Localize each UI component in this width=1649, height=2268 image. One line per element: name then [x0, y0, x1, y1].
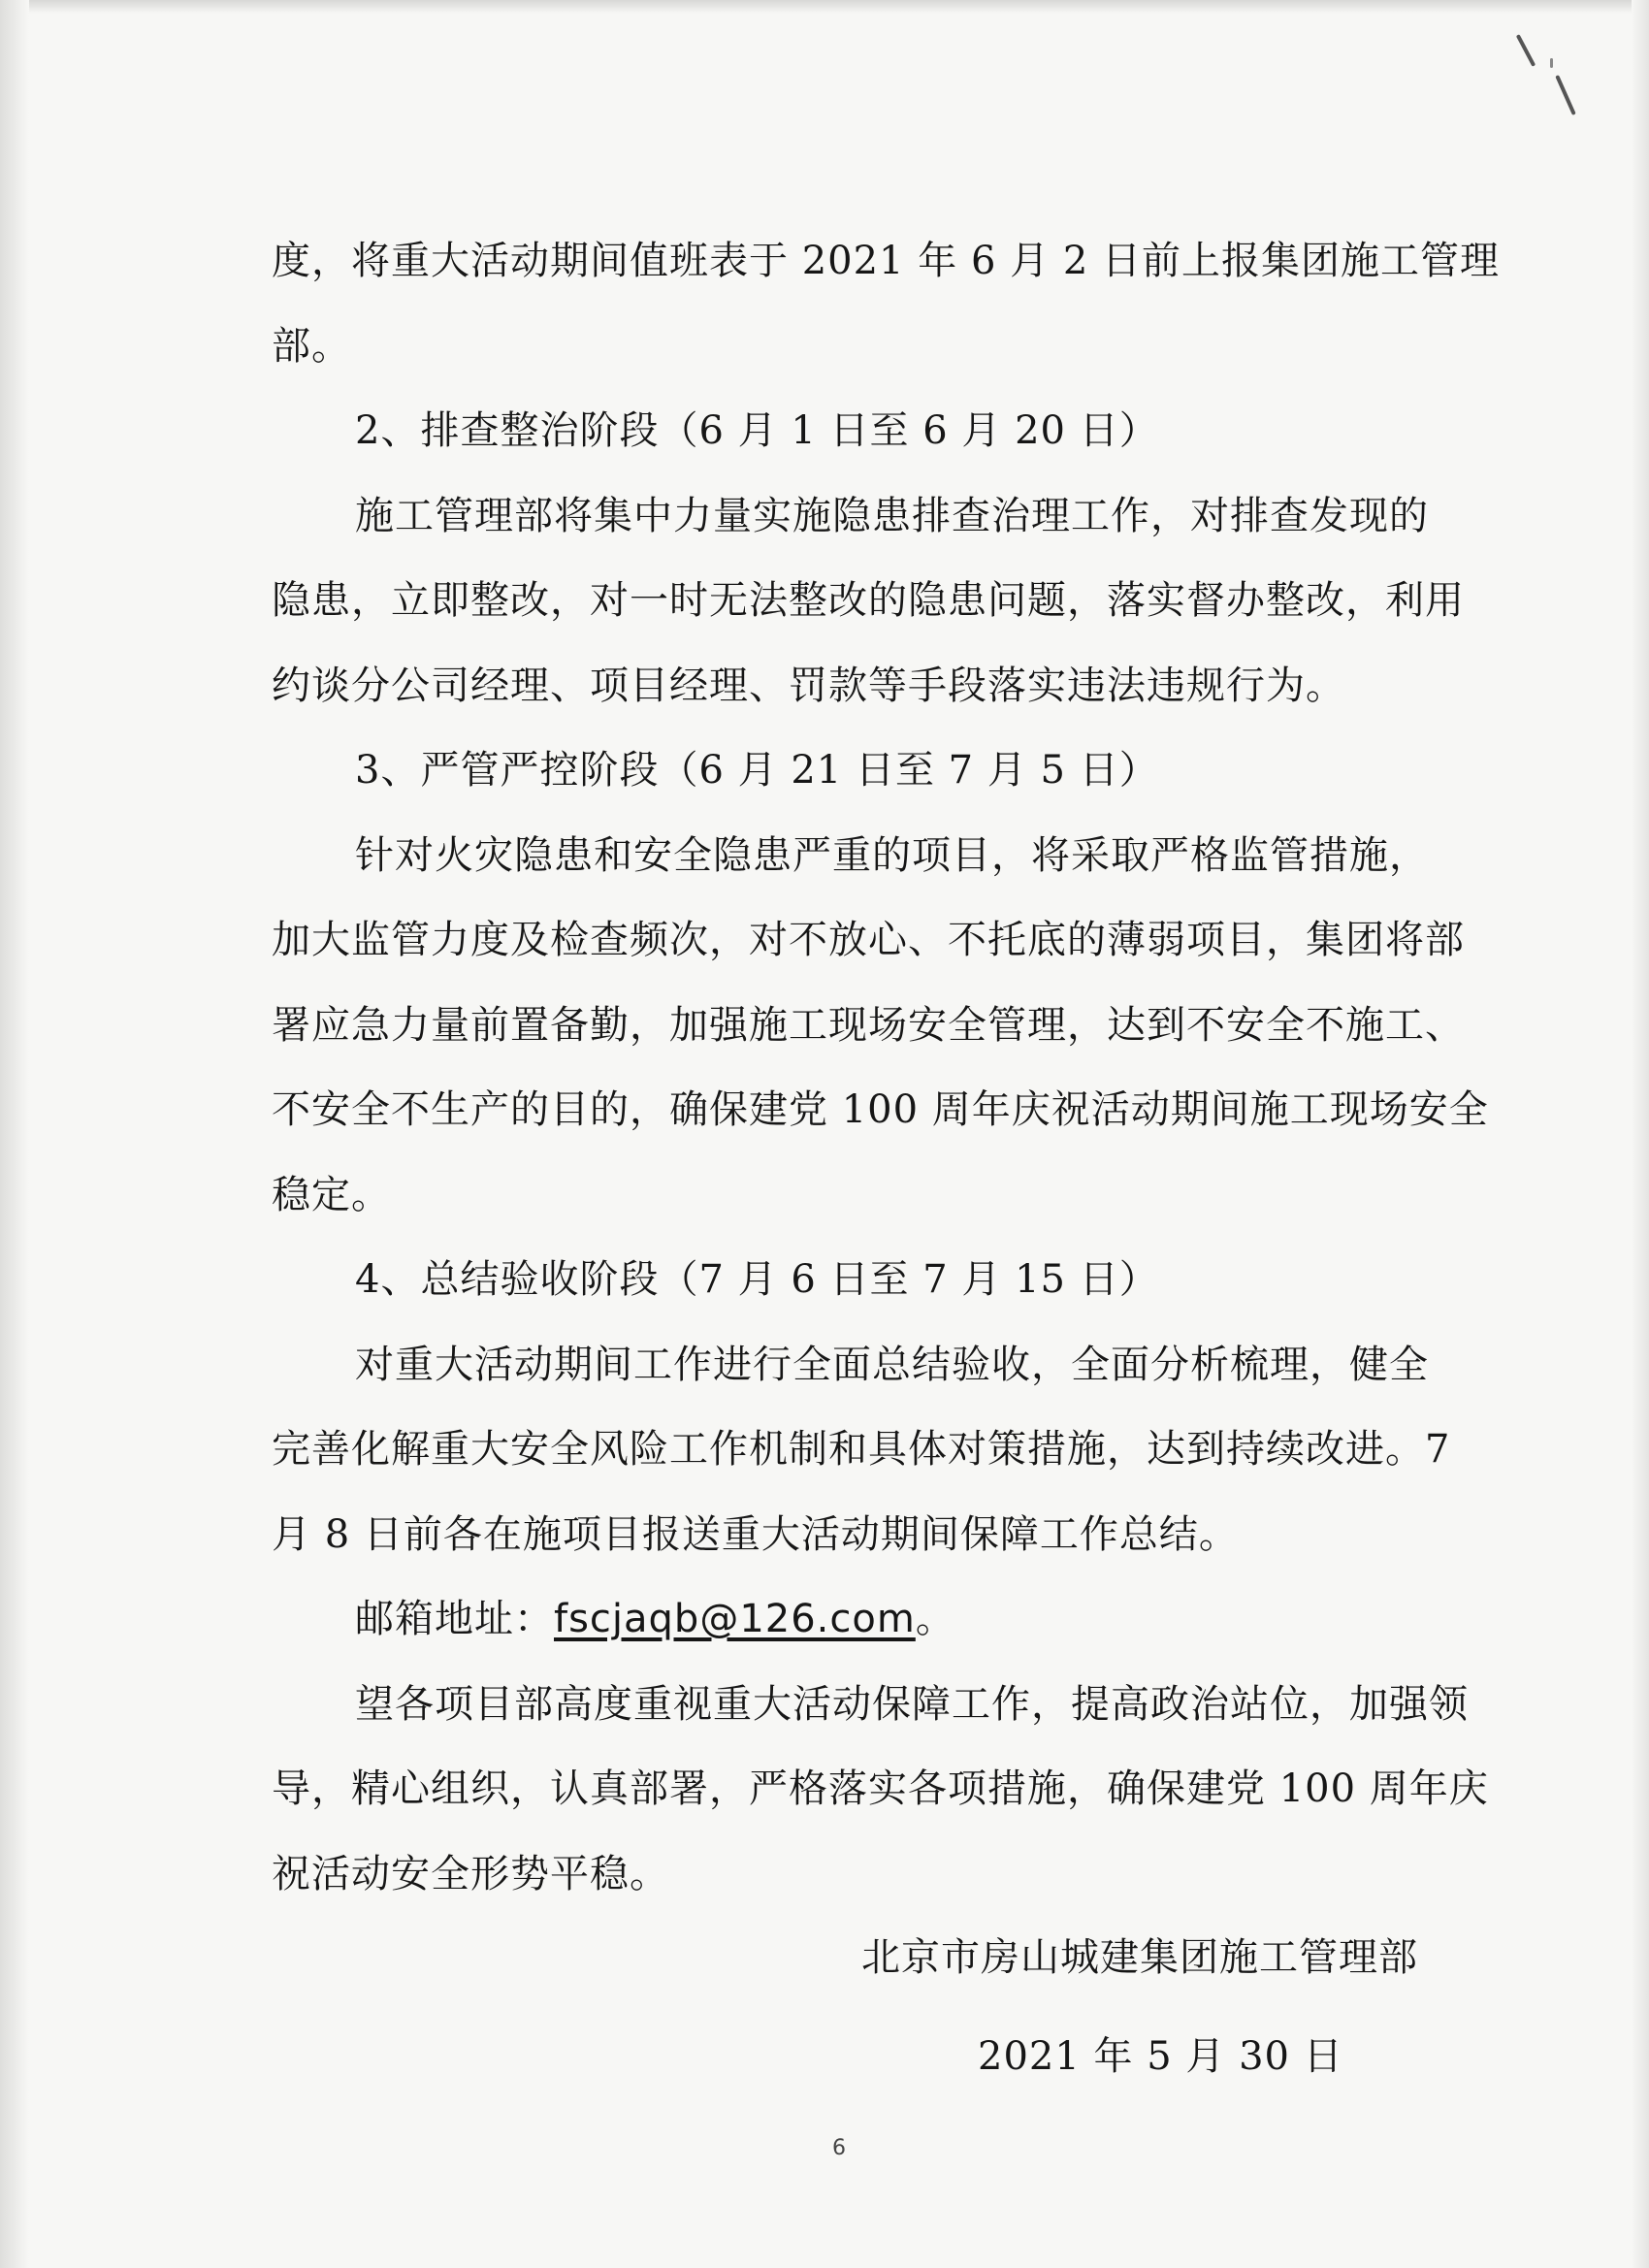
page-number: 6	[832, 2136, 846, 2160]
scan-edge-top	[0, 0, 1649, 14]
body-line: 对重大活动期间工作进行全面总结验收，全面分析梳理，健全	[355, 1342, 1429, 1387]
body-line: 稳定。	[272, 1172, 391, 1217]
document-body	[272, 219, 1500, 1917]
body-line: 度，将重大活动期间值班表于 2021 年 6 月 2 日前上报集团施工管理	[272, 239, 1500, 283]
body-line: 部。	[272, 323, 351, 369]
body-line: 隐患，立即整改，对一时无法整改的隐患问题，落实督办整改，利用	[272, 578, 1465, 623]
closing-line: 导，精心组织，认真部署，严格落实各项措施，确保建党 100 周年庆	[272, 1766, 1489, 1811]
signature-date: 2021 年 5 月 30 日	[978, 2034, 1343, 2079]
email-line	[272, 1577, 1406, 1663]
body-line: 施工管理部将集中力量实施隐患排查治理工作，对排查发现的	[355, 493, 1429, 538]
body-line: 加大监管力度及检查频次，对不放心、不托底的薄弱项目，集团将部	[272, 918, 1465, 962]
scan-mark	[1555, 75, 1576, 115]
scan-edge-right	[1632, 0, 1649, 2268]
section-heading: 2、排查整治阶段（6 月 1 日至 6 月 20 日）	[355, 408, 1159, 453]
body-line: 月 8 日前各在施项目报送重大活动期间保障工作总结。	[272, 1511, 1239, 1557]
body-line: 完善化解重大安全风险工作机制和具体对策措施，达到持续改进。7	[272, 1427, 1451, 1472]
closing-line: 祝活动安全形势平稳。	[272, 1851, 669, 1896]
section-heading: 4、总结验收阶段（7 月 6 日至 7 月 15 日）	[355, 1257, 1159, 1302]
scan-mark	[1550, 58, 1553, 68]
email-label: 邮箱地址：	[355, 1597, 554, 1641]
closing-line: 望各项目部高度重视重大活动保障工作，提高政治站位，加强领	[355, 1681, 1469, 1727]
scan-mark	[1516, 34, 1536, 67]
body-line: 署应急力量前置备勤，加强施工现场安全管理，达到不安全不施工、	[272, 1002, 1465, 1048]
section-heading: 3、严管严控阶段（6 月 21 日至 7 月 5 日）	[355, 748, 1159, 793]
body-line: 针对火灾隐患和安全隐患严重的项目，将采取严格监管措施，	[355, 832, 1429, 878]
email-suffix: 。	[915, 1597, 955, 1641]
body-line: 约谈分公司经理、项目经理、罚款等手段落实违法违规行为。	[272, 663, 1345, 708]
signature-organization: 北京市房山城建集团施工管理部	[861, 1935, 1418, 1980]
email-link[interactable]: fscjaqb@126.com	[554, 1597, 916, 1641]
scan-edge-left	[0, 0, 29, 2268]
body-line: 不安全不生产的目的，确保建党 100 周年庆祝活动期间施工现场安全	[272, 1087, 1489, 1132]
